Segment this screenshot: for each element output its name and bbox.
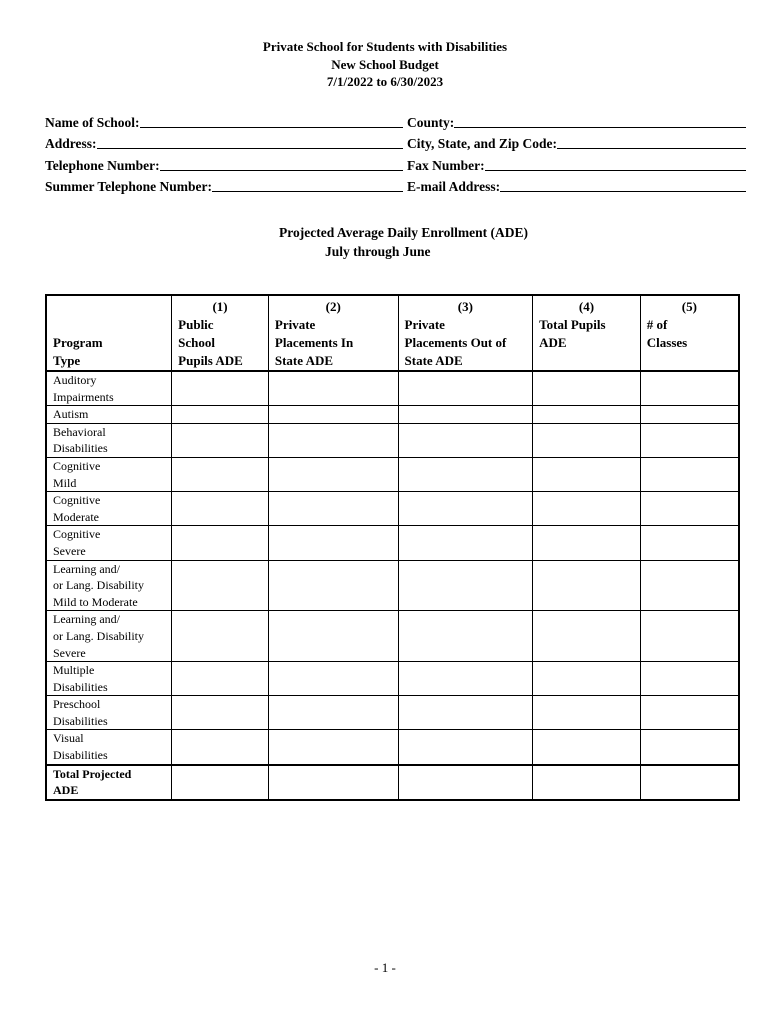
table-row (46, 662, 739, 696)
entry-cell-col-3[interactable] (398, 371, 533, 406)
entry-cell-col-5[interactable] (640, 406, 739, 424)
entry-cell-col-4[interactable] (533, 611, 641, 662)
col-header-public-school (172, 295, 269, 371)
program-type-cell (46, 371, 172, 406)
entry-cell-col-1[interactable] (172, 371, 269, 406)
entry-cell-col-4[interactable] (533, 406, 641, 424)
program-type-label: Cognitive Severe (53, 527, 101, 558)
ade-table-header-row (46, 295, 739, 371)
entry-cell-col-2[interactable] (268, 730, 398, 765)
entry-cell-col-4[interactable] (533, 730, 641, 765)
program-type-cell (46, 492, 172, 526)
summer-telephone-label: Summer Telephone Number: (45, 179, 213, 194)
page-header (0, 38, 770, 91)
school-info-block (45, 109, 746, 195)
table-row (46, 526, 739, 560)
entry-cell-col-2[interactable] (268, 526, 398, 560)
entry-cell-col-5[interactable] (640, 765, 739, 800)
entry-cell-col-1[interactable] (172, 730, 269, 765)
email-blank[interactable] (500, 177, 746, 192)
entry-cell-col-3[interactable] (398, 730, 533, 765)
entry-cell-col-4[interactable] (533, 423, 641, 457)
entry-cell-col-3[interactable] (398, 526, 533, 560)
program-type-cell (46, 765, 172, 800)
entry-cell-col-4[interactable] (533, 560, 641, 611)
entry-cell-col-5[interactable] (640, 423, 739, 457)
program-type-label: Learning and/ or Lang. Disability Mild to Moderate (53, 561, 144, 609)
entry-cell-col-2[interactable] (268, 611, 398, 662)
ade-table-body (46, 371, 739, 800)
entry-cell-col-4[interactable] (533, 371, 641, 406)
entry-cell-col-3[interactable] (398, 457, 533, 491)
entry-cell-col-1[interactable] (172, 560, 269, 611)
name-of-school-label: Name of School: (45, 114, 140, 130)
program-type-label: Cognitive Moderate (53, 493, 101, 524)
entry-cell-col-3[interactable] (398, 492, 533, 526)
entry-cell-col-3[interactable] (398, 611, 533, 662)
entry-cell-col-3[interactable] (398, 406, 533, 424)
program-type-cell (46, 662, 172, 696)
county-blank[interactable] (454, 113, 746, 128)
col-header-label: Private Placements Out of State ADE (404, 317, 507, 368)
entry-cell-col-2[interactable] (268, 457, 398, 491)
program-type-cell (46, 730, 172, 765)
table-row (46, 730, 739, 765)
col-number: (3) (457, 299, 473, 314)
entry-cell-col-1[interactable] (172, 423, 269, 457)
city-state-zip-field[interactable] (407, 134, 746, 152)
entry-cell-col-5[interactable] (640, 560, 739, 611)
col-header-label: Private Placements In State ADE (274, 317, 354, 368)
entry-cell-col-1[interactable] (172, 457, 269, 491)
entry-cell-col-5[interactable] (640, 526, 739, 560)
entry-cell-col-4[interactable] (533, 696, 641, 730)
col-header-label: Total Pupils ADE (539, 317, 606, 350)
ade-heading-period: July through June (325, 244, 431, 259)
col-header-program-type-label: Program Type (53, 335, 103, 368)
program-type-label: Multiple Disabilities (53, 663, 108, 694)
entry-cell-col-3[interactable] (398, 662, 533, 696)
fax-label: Fax Number: (407, 157, 485, 173)
table-row (46, 406, 739, 424)
col-header-private-in-state (268, 295, 398, 371)
address-label: Address: (45, 136, 97, 151)
summer-telephone-blank[interactable] (212, 177, 403, 192)
table-row (46, 371, 739, 406)
entry-cell-col-2[interactable] (268, 696, 398, 730)
col-header-total-pupils (533, 295, 641, 371)
program-type-cell (46, 526, 172, 560)
col-header-label: # of Classes (646, 317, 688, 350)
summer-telephone-field[interactable] (45, 177, 403, 195)
entry-cell-col-5[interactable] (640, 611, 739, 662)
email-field[interactable] (407, 177, 746, 195)
entry-cell-col-5[interactable] (640, 457, 739, 491)
program-type-cell (46, 560, 172, 611)
entry-cell-col-4[interactable] (533, 457, 641, 491)
entry-cell-col-3[interactable] (398, 560, 533, 611)
table-row (46, 423, 739, 457)
col-number: (4) (578, 299, 595, 314)
address-field[interactable] (45, 134, 403, 152)
county-field[interactable] (407, 113, 746, 131)
info-row-3 (45, 152, 746, 174)
col-header-classes (640, 295, 739, 371)
fax-blank[interactable] (485, 156, 746, 171)
entry-cell-col-1[interactable] (172, 526, 269, 560)
program-type-label: Preschool Disabilities (53, 697, 108, 728)
program-type-label: Total Projected ADE (53, 766, 132, 798)
entry-cell-col-4[interactable] (533, 526, 641, 560)
entry-cell-col-1[interactable] (172, 406, 269, 424)
school-type-title: Private School for Students with Disabilities (262, 39, 508, 54)
table-row (46, 492, 739, 526)
telephone-label: Telephone Number: (45, 157, 160, 173)
entry-cell-col-2[interactable] (268, 423, 398, 457)
program-type-cell (46, 696, 172, 730)
program-type-cell (46, 611, 172, 662)
page-number: - 1 - (374, 960, 396, 975)
entry-cell-col-1[interactable] (172, 662, 269, 696)
program-type-label: Visual Disabilities (53, 731, 108, 763)
entry-cell-col-2[interactable] (268, 662, 398, 696)
entry-cell-col-2[interactable] (268, 406, 398, 424)
entry-cell-col-3[interactable] (398, 423, 533, 457)
entry-cell-col-1[interactable] (172, 765, 269, 800)
col-header-program-type (46, 295, 172, 371)
table-row (46, 696, 739, 730)
entry-cell-col-4[interactable] (533, 662, 641, 696)
program-type-label: Autism (53, 407, 89, 422)
info-row-1 (45, 109, 746, 131)
program-type-cell (46, 423, 172, 457)
entry-cell-col-5[interactable] (640, 662, 739, 696)
col-header-private-out-of-state (398, 295, 533, 371)
entry-cell-col-1[interactable] (172, 611, 269, 662)
budget-period: 7/1/2022 to 6/30/2023 (326, 74, 444, 89)
entry-cell-col-1[interactable] (172, 696, 269, 730)
name-of-school-blank[interactable] (140, 113, 404, 128)
col-header-label: Public School Pupils ADE (178, 317, 243, 368)
entry-cell-col-5[interactable] (640, 696, 739, 730)
entry-cell-col-5[interactable] (640, 371, 739, 406)
entry-cell-col-2[interactable] (268, 765, 398, 800)
address-blank[interactable] (97, 134, 403, 149)
telephone-field[interactable] (45, 156, 403, 174)
col-number: (1) (212, 299, 228, 314)
fax-field[interactable] (407, 156, 746, 174)
entry-cell-col-5[interactable] (640, 492, 739, 526)
col-number: (2) (325, 299, 341, 314)
info-row-2 (45, 131, 746, 153)
total-row (46, 765, 739, 800)
email-label: E-mail Address: (407, 179, 501, 194)
entry-cell-col-1[interactable] (172, 492, 269, 526)
budget-title: New School Budget (331, 56, 439, 72)
ade-table (45, 294, 740, 801)
city-state-zip-label: City, State, and Zip Code: (407, 136, 558, 151)
program-type-label: Auditory Impairments (53, 373, 114, 404)
entry-cell-col-2[interactable] (268, 492, 398, 526)
entry-cell-col-3[interactable] (398, 696, 533, 730)
info-row-4 (45, 174, 746, 196)
telephone-blank[interactable] (160, 156, 403, 171)
entry-cell-col-5[interactable] (640, 730, 739, 765)
county-label: County: (407, 114, 455, 130)
ade-heading-title: Projected Average Daily Enrollment (ADE) (279, 225, 528, 240)
entry-cell-col-4[interactable] (533, 765, 641, 800)
program-type-cell (46, 406, 172, 424)
col-number: (5) (681, 299, 697, 314)
program-type-cell (46, 457, 172, 491)
program-type-label: Learning and/ or Lang. Disability Severe (53, 612, 144, 660)
name-of-school-field[interactable] (45, 113, 403, 131)
table-row (46, 611, 739, 662)
entry-cell-col-2[interactable] (268, 560, 398, 611)
program-type-label: Cognitive Mild (53, 458, 101, 490)
entry-cell-col-2[interactable] (268, 371, 398, 406)
entry-cell-col-3[interactable] (398, 765, 533, 800)
city-state-zip-blank[interactable] (557, 134, 746, 149)
table-row (46, 560, 739, 611)
table-row (46, 457, 739, 491)
program-type-label: Behavioral Disabilities (53, 424, 108, 456)
entry-cell-col-4[interactable] (533, 492, 641, 526)
